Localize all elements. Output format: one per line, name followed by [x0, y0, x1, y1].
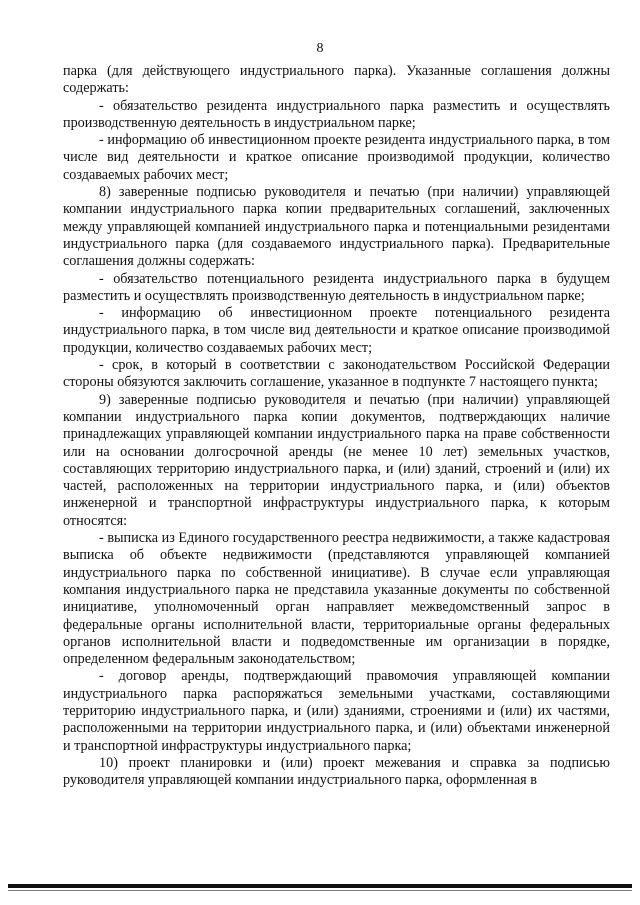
paragraph-item-9: 9) заверенные подписью руководителя и печатью (при наличии) управляющей компании индустриального парка копии документов, подтверждающих наличие принадлежащих управляющей компании индустриального парка на праве собственности или на основании долгосрочной аренды (не менее 10 лет) земельных участков, составляющих территорию индустриального парка, и (или) зданий, строений и (или) их частей, расположенных на территории индустриального парка, и (или) объектов инженерной и транспортной инфраструктуры индустриального парка, к которым относятся:	[63, 391, 610, 529]
document-body	[63, 63, 610, 789]
list-item-potential-obligation: - обязательство потенциального резидента индустриального парка в будущем разместить и осуществлять производственную деятельность в индустриальном парке;	[63, 270, 610, 304]
paragraph-continuation: парка (для действующего индустриального парка). Указанные соглашения должны содержать:	[63, 63, 610, 97]
scan-edge-line	[8, 890, 632, 891]
list-item-registry-extract: - выписка из Единого государственного реестра недвижимости, а также кадастровая выписка об объекте недвижимости (представляются управляющей компанией индустриального парка по собственной инициативе). В случае если управляющая компания индустриального парка не представила указанные документы по собственной инициативе, уполномоченный орган направляет межведомственный запрос в федеральные органы исполнительной власти, территориальные органы федеральных органов исполнительной власти и подведомственные им организации в порядке, определенном федеральным законодательством;	[63, 530, 610, 668]
paragraph-item-10: 10) проект планировки и (или) проект межевания и справка за подписью руководителя управляющей компании индустриального парка, оформленная в	[63, 754, 610, 789]
list-item-term: - срок, в который в соответствии с законодательством Российской Федерации стороны обязуются заключить соглашение, указанное в подпункте 7 настоящего пункта;	[63, 357, 610, 391]
paragraph-item-8: 8) заверенные подписью руководителя и печатью (при наличии) управляющей компании индустриального парка копии предварительных соглашений, заключенных между управляющей компанией индустриального парка и потенциальными резидентами индустриального парка (для создаваемого индустриального парка). Предварительные соглашения должны содержать:	[63, 184, 610, 270]
page-number: 8	[316, 41, 324, 56]
list-item-lease-agreement: - договор аренды, подтверждающий правомочия управляющей компании индустриального парка распоряжаться земельными участками, составляющими территорию индустриального парка, и (или) зданиями, строениями и (или) их частями, расположенными на территории индустриального парка, и (или) объектами инженерной и транспортной инфраструктуры индустриального парка;	[63, 668, 610, 754]
list-item-potential-project-info: - информацию об инвестиционном проекте потенциального резидента индустриального парка, в том числе вид деятельности и краткое описание производимой продукции, количество создаваемых рабочих мест;	[63, 305, 610, 356]
scan-edge-bar	[8, 884, 632, 888]
list-item-project-info: - информацию об инвестиционном проекте резидента индустриального парка, в том числе вид деятельности и краткое описание производимой продукции, количество создаваемых рабочих мест;	[63, 132, 610, 183]
list-item-obligation: - обязательство резидента индустриального парка разместить и осуществлять производственную деятельность в индустриальном парке;	[63, 97, 610, 131]
